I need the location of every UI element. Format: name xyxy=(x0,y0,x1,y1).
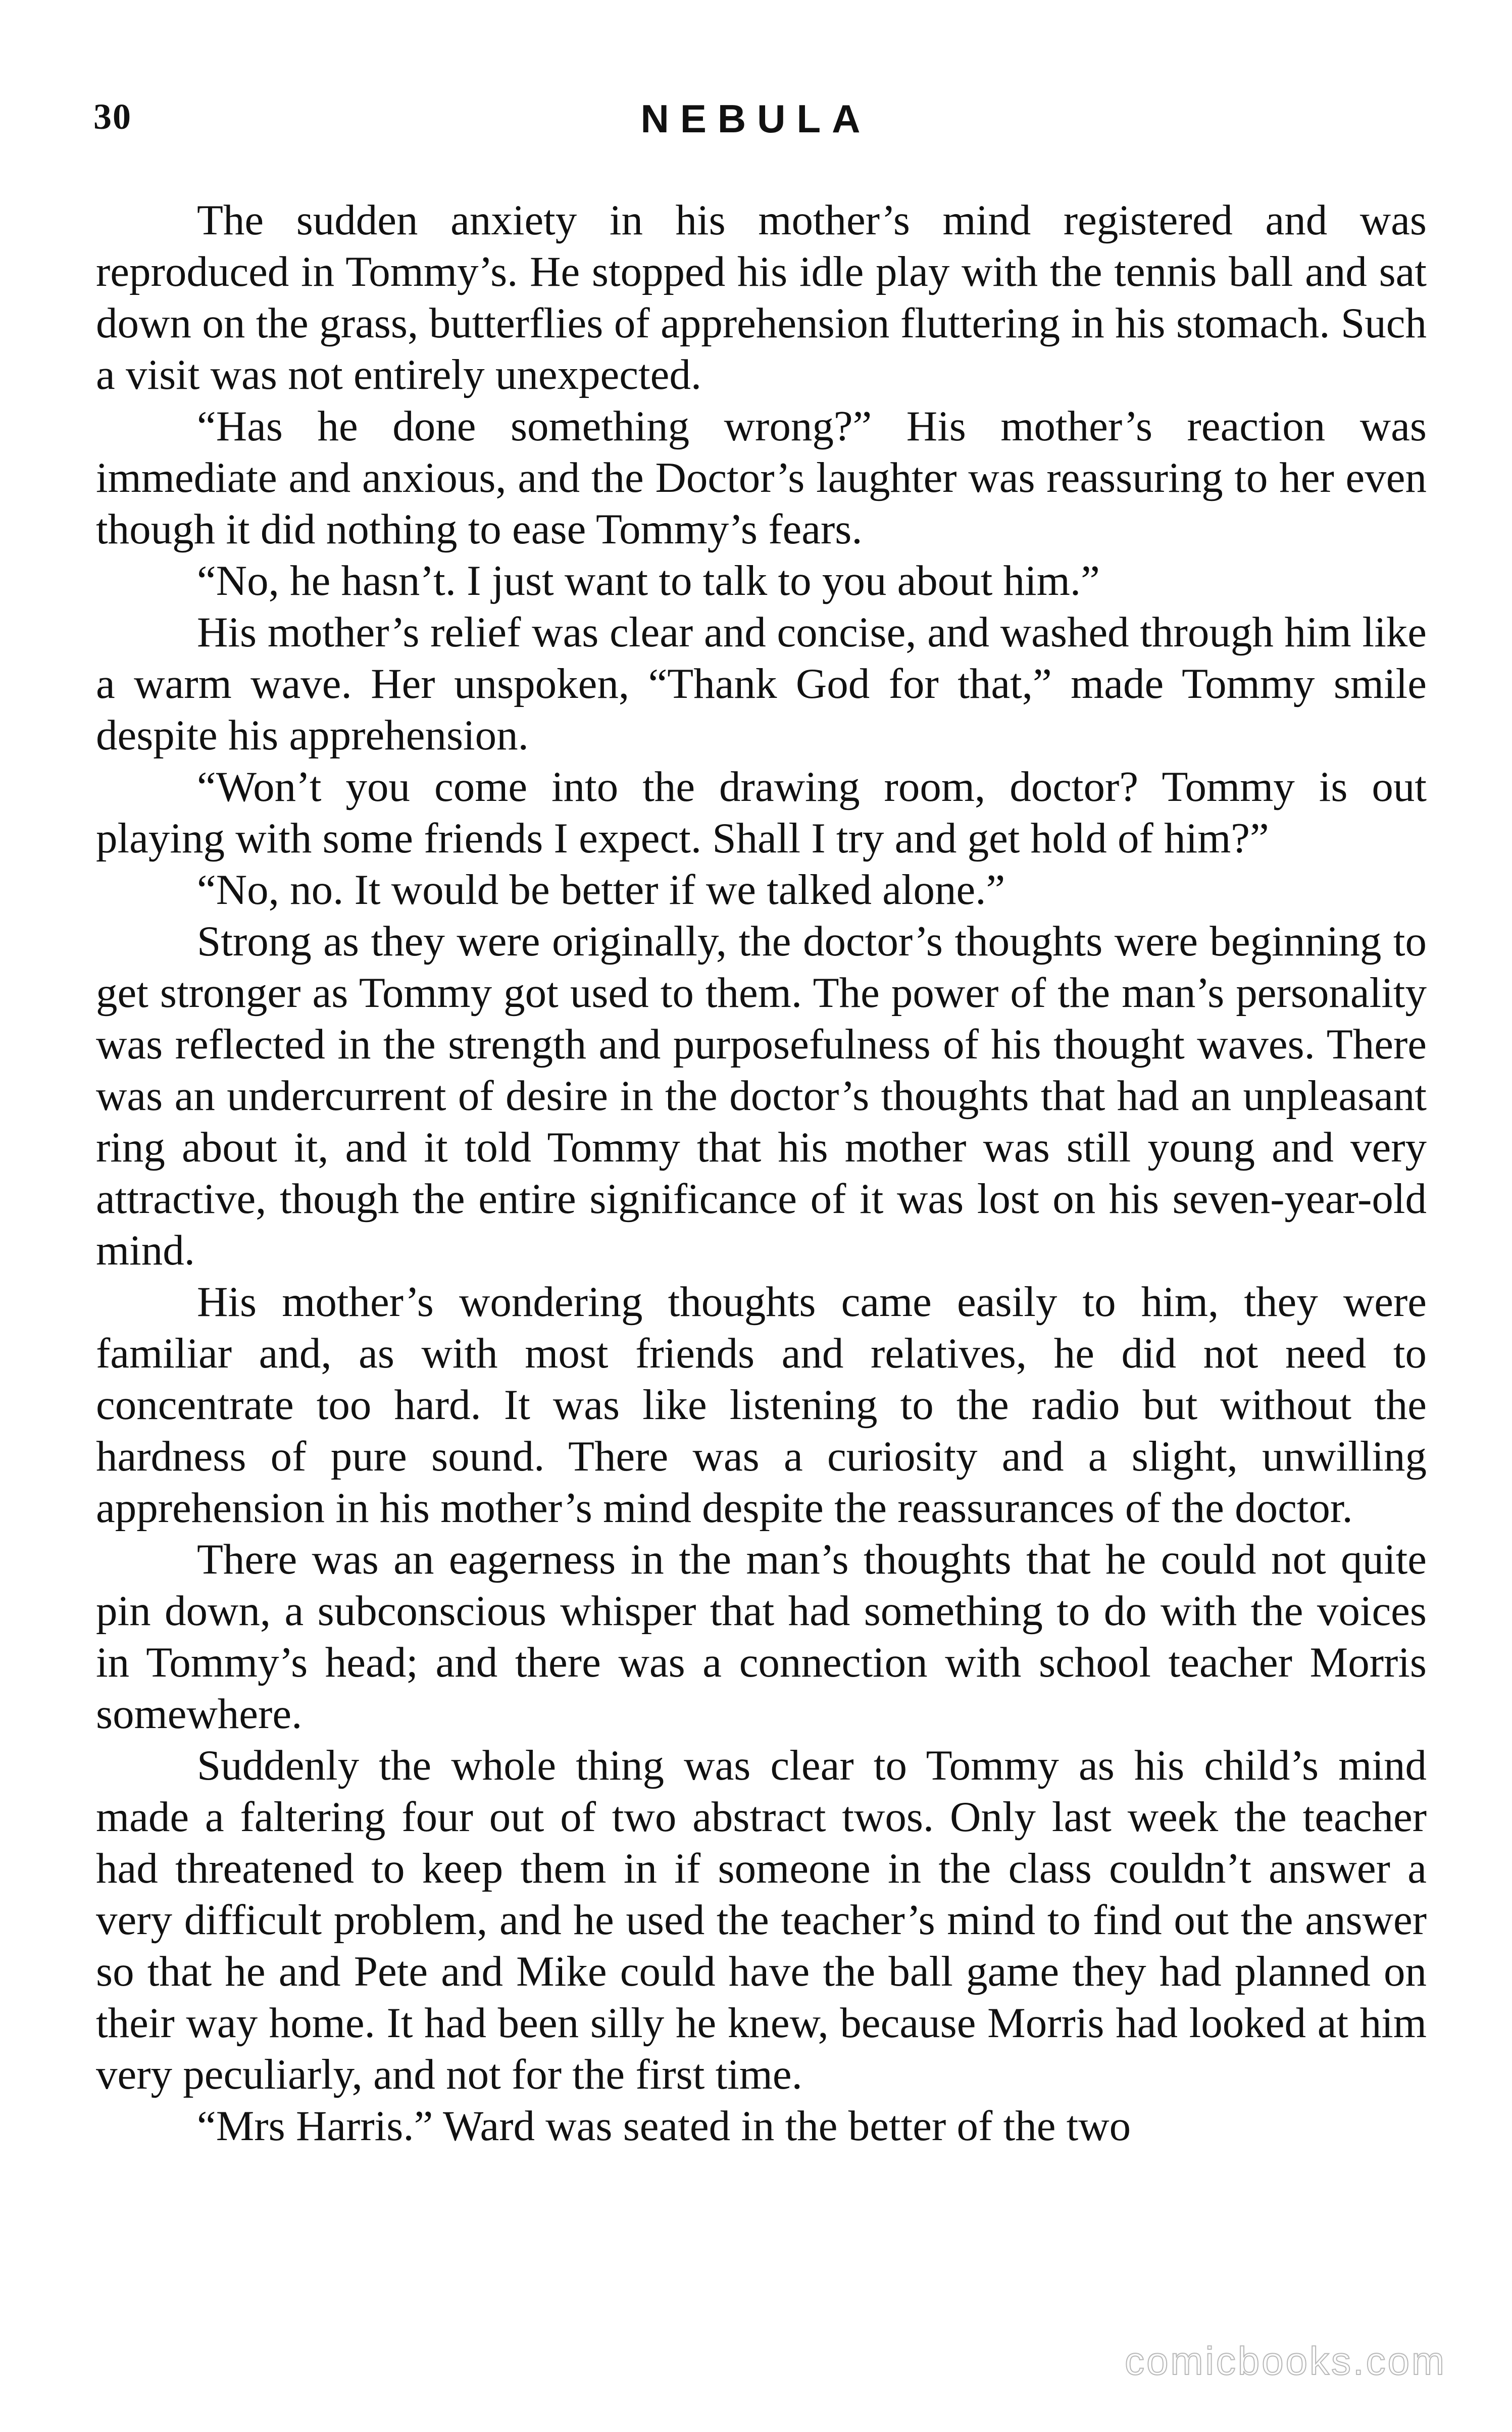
body-text xyxy=(96,194,1427,2152)
paragraph-7: Strong as they were originally, the doctor’s thoughts were beginning to get stronger as Tommy got used to them. The power of the man’s personality was reflected in the strength and purposefulness of his thought waves. There was an undercurrent of desire in the doctor’s thoughts that had an unpleasant ring about it, and it told Tommy that his mother was still young and very attractive, though the entire significance of it was lost on his seven-year-old mind. xyxy=(96,918,1427,1274)
paragraph-5: “Won’t you come into the drawing room, doctor? Tommy is out playing with some friends I expect. Shall I try and get hold of him?” xyxy=(96,763,1427,862)
running-title: NEBULA xyxy=(640,96,872,141)
paragraph-11: “Mrs Harris.” Ward was seated in the better of the two xyxy=(197,2102,1131,2150)
paragraph-2: “Has he done something wrong?” His mother’s reaction was immediate and anxious, and the Doctor’s laughter was reassuring to her even though it did nothing to ease Tommy’s fears. xyxy=(96,402,1427,553)
paragraph-9: There was an eagerness in the man’s thoughts that he could not quite pin down, a subconscious whisper that had something to do with the voices in Tommy’s head; and there was a connection with school teacher Morris somewhere. xyxy=(96,1536,1427,1738)
watermark: comicbooks.com xyxy=(1125,2339,1446,2383)
paragraph-4: His mother’s relief was clear and concise, and washed through him like a warm wave. Her unspoken, “Thank God for that,” made Tommy smile despite his apprehension. xyxy=(96,609,1427,759)
paragraph-8: His mother’s wondering thoughts came easily to him, they were familiar and, as with most friends and relatives, he did not need to concentrate too hard. It was like listening to the radio but without the hardness of pure sound. There was a curiosity and a slight, unwilling apprehension in his mother’s mind despite the reassurances of the doctor. xyxy=(96,1278,1427,1532)
paragraph-10: Suddenly the whole thing was clear to Tommy as his child’s mind made a faltering four out of two abstract twos. Only last week the teacher had threatened to keep them in if someone in the class couldn’t answer a very difficult problem, and he used the teacher’s mind to find out the answer so that he and Pete and Mike could have the ball game they had planned on their way home. It had been silly he knew, because Morris had looked at him very peculiarly, and not for the first time. xyxy=(96,1742,1427,2098)
page-number: 30 xyxy=(93,96,132,137)
paragraph-6: “No, no. It would be better if we talked alone.” xyxy=(197,866,1005,914)
page-header xyxy=(0,96,1512,151)
paragraph-3: “No, he hasn’t. I just want to talk to you about him.” xyxy=(197,557,1100,604)
paragraph-1: The sudden anxiety in his mother’s mind registered and was reproduced in Tommy’s. He stopped his idle play with the tennis ball and sat down on the grass, butterflies of apprehension fluttering in his stomach. Such a visit was not entirely unexpected. xyxy=(96,196,1427,398)
